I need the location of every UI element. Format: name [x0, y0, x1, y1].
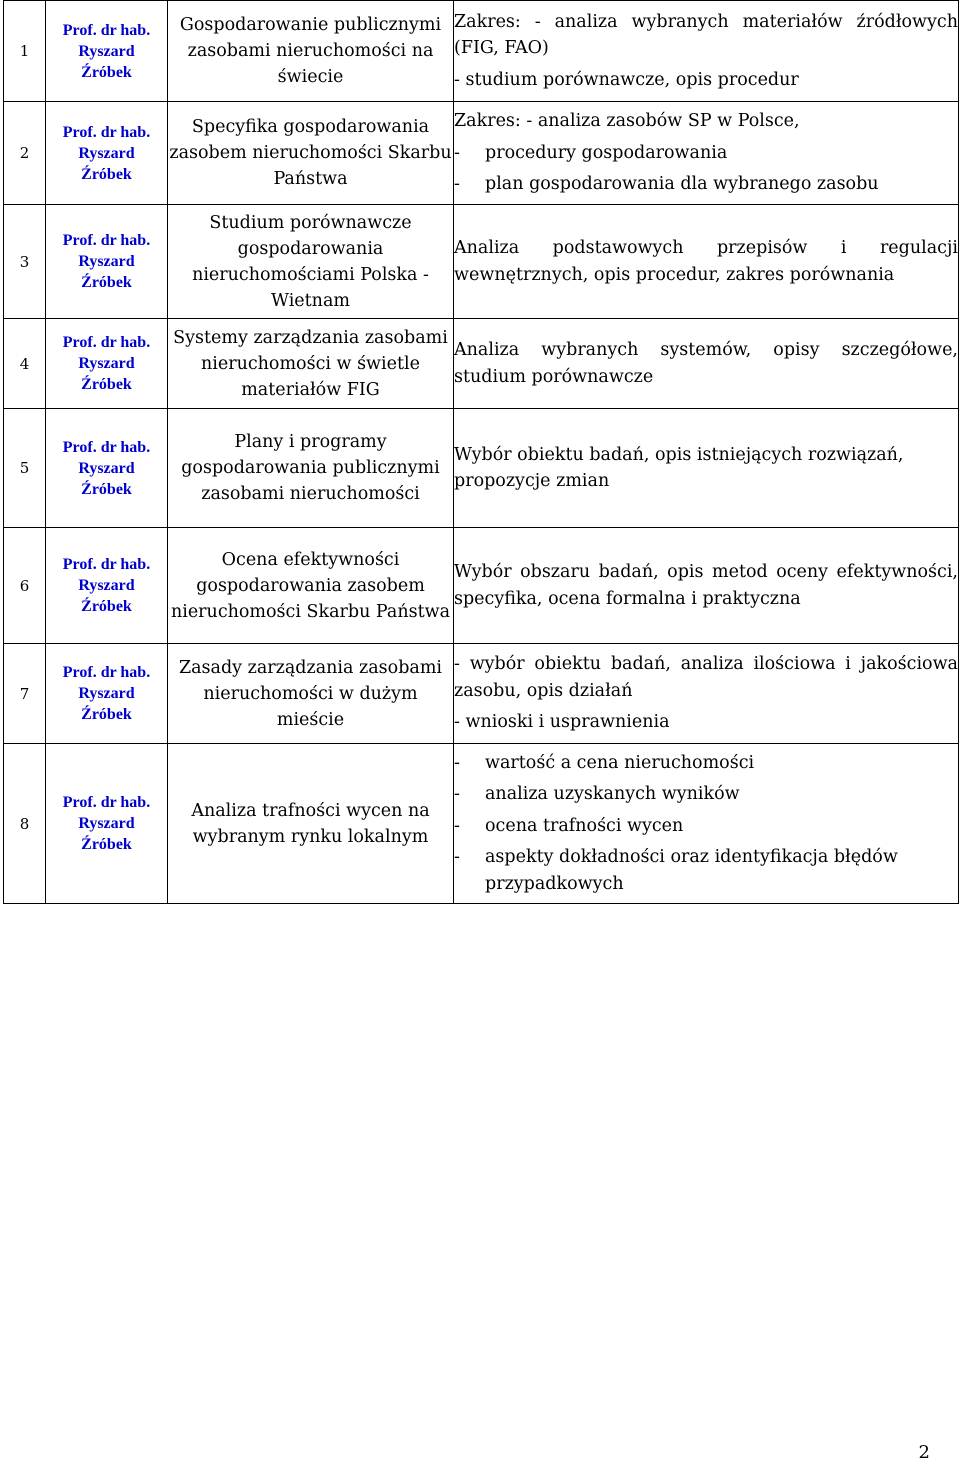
- table-row: [4, 528, 959, 644]
- thesis-title: Ocena efektywności gospodarowania zasobem nieruchomości Skarbu Państwa: [168, 528, 454, 644]
- supervisor-first-name: Ryszard: [78, 815, 135, 832]
- supervisor-last-name: Źróbek: [81, 836, 132, 853]
- thesis-scope: [454, 205, 959, 319]
- supervisor-first-name: Ryszard: [78, 144, 135, 162]
- table-row: [4, 205, 959, 319]
- supervisor-degree: Prof. dr hab.: [62, 123, 151, 141]
- supervisor-cell: [46, 528, 168, 644]
- supervisor-last-name: Źróbek: [81, 706, 132, 723]
- supervisor-degree: Prof. dr hab.: [62, 556, 151, 573]
- scope-line: Wybór obiektu badań, opis istniejących rozwiązań, propozycje zmian: [454, 444, 904, 491]
- supervisor-first-name: Ryszard: [78, 42, 135, 60]
- dash-bullet: -: [454, 847, 460, 868]
- thesis-scope: [454, 528, 959, 644]
- supervisor-first-name: Ryszard: [78, 577, 135, 594]
- scope-list-item: [454, 844, 958, 897]
- scope-item-text: aspekty dokładności oraz identyfikacja błędów przypadkowych: [485, 847, 898, 894]
- supervisor-last-name: Źróbek: [81, 165, 132, 183]
- scope-line: - wnioski i usprawnienia: [454, 712, 670, 733]
- dash-bullet: -: [454, 784, 460, 805]
- thesis-title: Plany i programy gospodarowania publicznymi zasobami nieruchomości: [168, 409, 454, 528]
- table-row: [4, 409, 959, 528]
- scope-item-text: procedury gospodarowania: [485, 142, 728, 163]
- thesis-scope: [454, 1, 959, 102]
- dash-bullet: -: [454, 815, 460, 836]
- supervisor-degree: Prof. dr hab.: [62, 334, 151, 351]
- thesis-title: Specyfika gospodarowania zasobem nieruchomości Skarbu Państwa: [168, 102, 454, 205]
- supervisor-degree: Prof. dr hab.: [62, 794, 151, 811]
- thesis-title: Analiza trafności wycen na wybranym rynku lokalnym: [168, 744, 454, 904]
- table-row: [4, 1, 959, 102]
- supervisor-degree: Prof. dr hab.: [62, 438, 151, 456]
- row-number: 3: [4, 205, 46, 319]
- supervisor-cell: [46, 644, 168, 744]
- scope-list-item: [454, 813, 958, 840]
- thesis-scope: [454, 409, 959, 528]
- supervisor-last-name: Źróbek: [81, 274, 132, 291]
- topics-table: [3, 0, 959, 904]
- scope-line: Analiza podstawowych przepisów i regulacji wewnętrznych, opis procedur, zakres porównania: [454, 238, 958, 285]
- scope-item-text: plan gospodarowania dla wybranego zasobu: [485, 174, 879, 195]
- table-row: [4, 102, 959, 205]
- thesis-scope: [454, 644, 959, 744]
- scope-line: Zakres: - analiza wybranych materiałów źródłowych (FIG, FAO): [454, 11, 958, 59]
- supervisor-cell: [46, 409, 168, 528]
- supervisor-cell: [46, 319, 168, 409]
- supervisor-first-name: Ryszard: [78, 355, 135, 372]
- table-row: [4, 744, 959, 904]
- supervisor-last-name: Źróbek: [81, 63, 132, 81]
- thesis-title: Zasady zarządzania zasobami nieruchomości w dużym mieście: [168, 644, 454, 744]
- supervisor-first-name: Ryszard: [78, 253, 135, 270]
- scope-line: - wybór obiektu badań, analiza ilościowa i jakościowa zasobu, opis działań: [454, 654, 958, 701]
- thesis-scope: [454, 102, 959, 205]
- thesis-title: Gospodarowanie publicznymi zasobami nieruchomości na świecie: [168, 1, 454, 102]
- thesis-title: Systemy zarządzania zasobami nieruchomości w świetle materiałów FIG: [168, 319, 454, 409]
- supervisor-cell: [46, 1, 168, 102]
- supervisor-first-name: Ryszard: [78, 459, 135, 477]
- supervisor-last-name: Źróbek: [81, 376, 132, 393]
- supervisor-cell: [46, 102, 168, 205]
- scope-list-item: [454, 750, 958, 777]
- supervisor-first-name: Ryszard: [78, 685, 135, 702]
- supervisor-last-name: Źróbek: [81, 598, 132, 615]
- supervisor-degree: Prof. dr hab.: [62, 21, 151, 39]
- supervisor-last-name: Źróbek: [81, 480, 132, 498]
- page-number: 2: [918, 1442, 930, 1463]
- supervisor-cell: [46, 744, 168, 904]
- thesis-scope: [454, 744, 959, 904]
- scope-line: Zakres: - analiza zasobów SP w Polsce,: [454, 111, 800, 132]
- supervisor-degree: Prof. dr hab.: [62, 664, 151, 681]
- supervisor-degree: Prof. dr hab.: [62, 232, 151, 249]
- supervisor-cell: [46, 205, 168, 319]
- scope-line: - studium porównawcze, opis procedur: [454, 69, 799, 90]
- thesis-title: Studium porównawcze gospodarowania nieruchomościami Polska - Wietnam: [168, 205, 454, 319]
- row-number: 7: [4, 644, 46, 744]
- scope-item-text: ocena trafności wycen: [485, 815, 684, 836]
- scope-item-text: analiza uzyskanych wyników: [485, 784, 740, 805]
- scope-list-item: [454, 781, 958, 808]
- row-number: 5: [4, 409, 46, 528]
- scope-item-text: wartość a cena nieruchomości: [485, 752, 755, 773]
- row-number: 2: [4, 102, 46, 205]
- row-number: 1: [4, 1, 46, 102]
- dash-bullet: -: [454, 752, 460, 773]
- scope-list-item: - plan gospodarowania dla wybranego zasobu: [454, 171, 958, 198]
- scope-line: Wybór obszaru badań, opis metod oceny efektywności, specyfika, ocena formalna i praktyczna: [454, 562, 958, 609]
- scope-list-item: - procedury gospodarowania: [454, 140, 958, 167]
- row-number: 8: [4, 744, 46, 904]
- table-row: [4, 644, 959, 744]
- scope-line: Analiza wybranych systemów, opisy szczegółowe, studium porównawcze: [454, 340, 958, 387]
- row-number: 6: [4, 528, 46, 644]
- row-number: 4: [4, 319, 46, 409]
- table-row: [4, 319, 959, 409]
- thesis-scope: [454, 319, 959, 409]
